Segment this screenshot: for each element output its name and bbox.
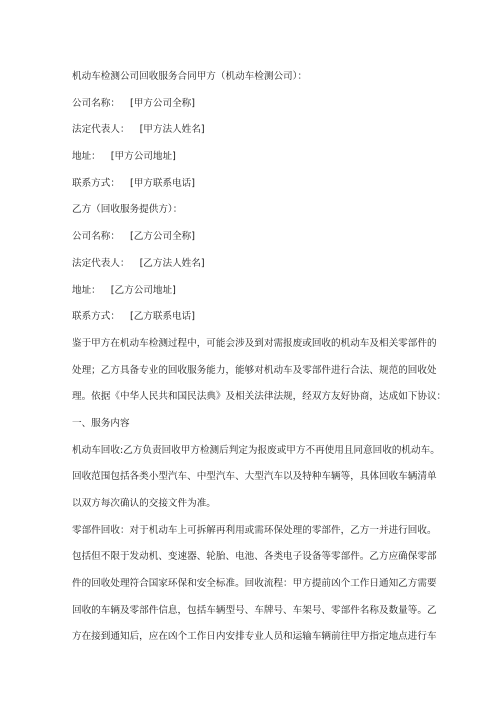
party-b-contact-value: [乙方联系电话]: [129, 311, 196, 323]
party-b-addr-value: [乙方公司地址]: [110, 284, 176, 296]
preamble-paragraph: [72, 331, 447, 411]
preamble-line: 理。依据《中华人民共和国民法典》及相关法律法规，经双方友好协商，达成如下协议：: [72, 391, 447, 403]
parts-line: 回收的车辆及零部件信息，包括车辆型号、车牌号、车架号、零部件名称及数量等。乙: [72, 604, 437, 616]
party-b-rep-row: [72, 251, 432, 278]
party-a-contact-label: 联系方式：: [72, 177, 120, 189]
party-b-name-label: 公司名称：: [72, 231, 120, 243]
party-a-rep-value: [甲方法人姓名]: [139, 124, 205, 136]
parts-line: 包括但不限于发动机、变速器、轮胎、电池、各类电子设备等零部件。乙方应确保零部: [72, 551, 437, 563]
vehicle-line: 回收范围包括各类小型汽车、中型汽车、大型汽车以及特种车辆等，具体回收车辆清单: [72, 471, 437, 483]
party-a-contact-value: [甲方联系电话]: [129, 177, 196, 189]
party-b-rep-label: 法定代表人：: [72, 257, 130, 269]
party-b-addr-row: [72, 278, 432, 305]
party-a-name-label: 公司名称：: [72, 97, 120, 109]
preamble-line: 鉴于甲方在机动车检测过程中，可能会涉及到对需报废或回收的机动车及相关零部件的: [72, 337, 437, 349]
party-b-heading: 乙方（回收服务提供方）：: [72, 204, 183, 216]
contract-document: [72, 64, 447, 651]
party-b-addr-label: 地址：: [72, 284, 101, 296]
contract-intro: 机动车检测公司回收服务合同甲方（机动车检测公司）：: [72, 71, 308, 82]
party-a-name-value: [甲方公司全称]: [129, 97, 196, 109]
party-a-rep-row: [72, 117, 432, 144]
preamble-line: 处理；乙方具备专业的回收服务能力，能够对机动车及零部件进行合法、规范的回收处: [72, 364, 437, 376]
party-a-contact-row: [72, 171, 432, 198]
parts-line: 方在接到通知后，应在凶个工作日内安排专业人员和运输车辆前往甲方指定地点进行车: [72, 631, 437, 643]
vehicle-recycling-paragraph: [72, 438, 440, 518]
party-b-name-row: [72, 224, 432, 251]
party-a-addr-row: [72, 144, 432, 171]
party-a-addr-label: 地址：: [72, 151, 101, 163]
party-a-rep-label: 法定代表人：: [72, 124, 130, 136]
vehicle-line: 以双方每次确认的交接文件为准。: [72, 498, 216, 509]
parts-line: 件的回收处理符合国家环保和安全标准。回收流程：甲方提前凶个工作日通知乙方需要: [72, 578, 437, 590]
parts-line: 零部件回收：对于机动车上可拆解再利用或需环保处理的零部件，乙方一并进行回收。: [72, 524, 437, 536]
party-a-addr-value: [甲方公司地址]: [110, 151, 176, 163]
party-b-name-value: [乙方公司全称]: [129, 231, 196, 243]
party-b-rep-value: [乙方法人姓名]: [139, 257, 205, 269]
section-1-heading: 一、服务内容: [72, 417, 130, 429]
party-b-contact-row: [72, 304, 432, 331]
vehicle-line: 机动车回收:乙方负责回收甲方检测后判定为报废或甲方不再使用且同意回收的机动车。: [72, 444, 440, 456]
party-b-contact-label: 联系方式：: [72, 311, 120, 323]
party-a-name-row: [72, 91, 432, 118]
parts-recycling-paragraph: [72, 518, 437, 651]
